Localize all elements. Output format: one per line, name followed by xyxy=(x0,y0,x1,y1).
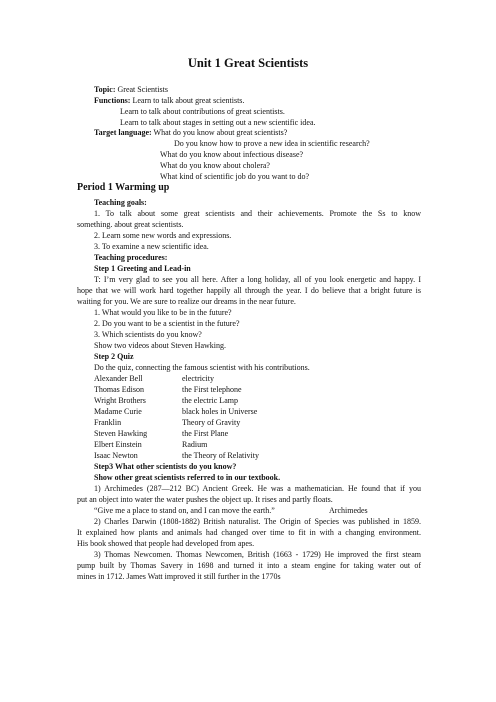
quiz-contribution: electricity xyxy=(182,374,214,383)
quiz-contribution: Radium xyxy=(182,440,208,449)
topic-line xyxy=(94,84,168,95)
quiz-contribution: black holes in Universe xyxy=(182,407,258,416)
quiz-scientist: Wright Brothers xyxy=(94,396,146,405)
archimedes-line: put an object into water the water pushes the object up. It rises and partly floats. xyxy=(77,495,333,504)
darwin-line: It explained how plants and animals had changed over time to fit in with a changing environment. xyxy=(77,528,421,537)
quiz-contribution: the Theory of Relativity xyxy=(182,451,259,460)
quiz-scientist: Alexander Bell xyxy=(94,374,143,383)
teaching-goal-3: 3. To examine a new scientific idea. xyxy=(94,242,209,251)
function-item: Learn to talk about great scientists. xyxy=(130,96,245,105)
period-heading: Period 1 Warming up xyxy=(77,182,170,193)
teaching-goal-1: 1. To talk about some great scientists and their achievements. Promote the Ss to know xyxy=(94,209,421,218)
newcomen-line: pump built by Thomas Savery in 1698 and turned it into a steam engine for taking water out of xyxy=(77,561,421,570)
target-language-line xyxy=(94,127,287,138)
quiz-scientist: Elbert Einstein xyxy=(94,440,142,449)
quiz-scientist: Steven Hawking xyxy=(94,429,148,438)
quiz-pair-row xyxy=(94,373,143,384)
target-language-item: What do you know about great scientists? xyxy=(151,128,288,137)
newcomen-line: mines in 1712. James Watt improved it still further in the 1770s xyxy=(77,572,281,581)
function-item: Learn to talk about stages in setting out a new scientific idea. xyxy=(120,118,316,127)
topic-label: Topic: xyxy=(94,85,116,94)
quiz-instruction: Do the quiz, connecting the famous scientist with his contributions. xyxy=(94,363,310,372)
newcomen-line: 3) Thomas Newcomen. Thomas Newcomen, British (1663 - 1729) He improved the first steam xyxy=(94,550,421,559)
teaching-goal-2: 2. Learn some new words and expressions. xyxy=(94,231,232,240)
target-language-item: What do you know about cholera? xyxy=(160,161,270,170)
target-language-item: What do you know about infectious disease? xyxy=(160,150,304,159)
functions-line xyxy=(94,95,244,106)
step1-paragraph-line: T: I’m very glad to see you all here. After a long holiday, all of you look energetic and happy. I xyxy=(94,275,421,284)
teaching-goal-1-cont: something. about great scientists. xyxy=(77,220,184,229)
page-title: Unit 1 Great Scientists xyxy=(187,56,309,70)
step1-question: 2. Do you want to be a scientist in the future? xyxy=(94,319,240,328)
quiz-contribution: Theory of Gravity xyxy=(182,418,241,427)
step2-heading: Step 2 Quiz xyxy=(94,352,134,361)
archimedes-line: 1) Archimedes (287—212 BC) Ancient Greek. He was a mathematician. He found that if you xyxy=(94,484,421,493)
topic-value: Great Scientists xyxy=(115,85,168,94)
quiz-scientist: Isaac Newton xyxy=(94,451,138,460)
archimedes-quote: “Give me a place to stand on, and I can move the earth.” xyxy=(94,506,275,515)
quiz-scientist: Thomas Edison xyxy=(94,385,144,394)
step3-heading: Step3 What other scientists do you know? xyxy=(94,462,237,471)
function-item: Learn to talk about contributions of great scientists. xyxy=(120,107,285,116)
quiz-contribution: the electric Lamp xyxy=(182,396,238,405)
step1-paragraph-line: hope that we will work hard together happily all through the year. I do believe that a bright future is xyxy=(77,286,421,295)
quiz-scientist: Franklin xyxy=(94,418,122,427)
quiz-contribution: the First telephone xyxy=(182,385,242,394)
target-language-item: What kind of scientific job do you want to do? xyxy=(160,172,310,181)
step1-paragraph-line: waiting for you. We are sure to realize our dreams in the near future. xyxy=(77,297,296,306)
step3-subheading: Show other great scientists referred to in our textbook. xyxy=(94,473,281,482)
step1-question: 3. Which scientists do you know? xyxy=(94,330,202,339)
quiz-scientist: Madame Curie xyxy=(94,407,142,416)
quote-author: Archimedes xyxy=(329,506,368,515)
quiz-contribution: the First Plane xyxy=(182,429,229,438)
video-note: Show two videos about Steven Hawking. xyxy=(94,341,226,350)
functions-label: Functions: xyxy=(94,96,131,105)
teaching-procedures-heading: Teaching procedures: xyxy=(94,253,168,262)
step1-question: 1. What would you like to be in the future? xyxy=(94,308,232,317)
step1-heading: Step 1 Greeting and Lead-in xyxy=(94,264,191,273)
teaching-goals-heading: Teaching goals: xyxy=(94,198,147,207)
darwin-line: 2) Charles Darwin (1808-1882) British naturalist. The Origin of Species was published in 1859. xyxy=(94,517,421,526)
target-language-label: Target language: xyxy=(94,128,152,137)
darwin-line: His book showed that people had developed from apes. xyxy=(77,539,255,548)
target-language-item: Do you know how to prove a new idea in scientific research? xyxy=(174,139,370,148)
